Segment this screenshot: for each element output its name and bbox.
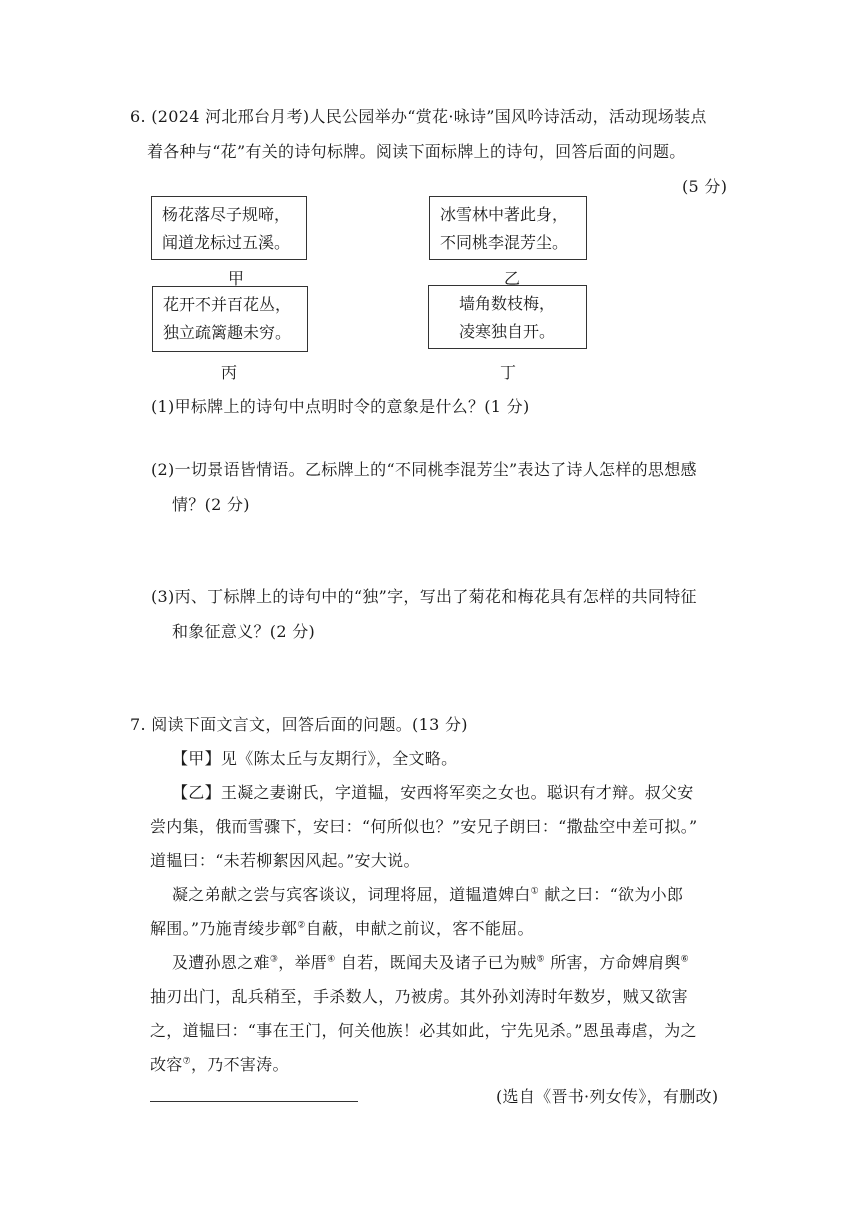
poem-board-bing — [152, 286, 308, 352]
footnote-marker: ⑥ — [680, 954, 690, 965]
q7-passage-yi-line-3: 道韫曰：“未若柳絮因风起。”安大说。 — [150, 851, 420, 870]
q7-paragraph-2-line-1: 凝之弟献之尝与宾客谈议，词理将屈，道韫遣婢白① 献之曰：“欲为小郎 — [172, 885, 684, 904]
q6-line-1: 6. (2024 河北邢台月考)人民公园举办“赏花·咏诗”国风吟诗活动，活动现场装点 — [130, 107, 707, 126]
footnote-marker: ⑦ — [182, 1056, 191, 1067]
board-label-bing: 丙 — [221, 363, 238, 382]
poem-board-line: 不同桃李混芳尘。 — [440, 233, 569, 252]
footnote-marker: ③ — [269, 954, 279, 965]
poem-board-line: 独立疏篱趣未穷。 — [163, 323, 292, 342]
q7-source: (选自《晋书·列女传》，有删改) — [496, 1087, 719, 1106]
q6-score: (5 分) — [682, 177, 728, 196]
q7-intro: 7. 阅读下面文言文，回答后面的问题。(13 分) — [130, 715, 468, 734]
footnote-marker: ④ — [327, 954, 336, 965]
q7-passage-yi-line-2: 尝内集，俄而雪骤下，安曰：“何所似也？”安兄子朗曰：“撒盐空中差可拟。” — [150, 817, 698, 836]
footnote-marker: ① — [530, 886, 539, 897]
footnote-marker: ⑤ — [536, 954, 545, 965]
poem-board-line: 杨花落尽子规啼， — [162, 205, 291, 224]
q6-sub-question-3-line-2: 和象征意义？(2 分) — [172, 622, 316, 641]
poem-board-line: 墙角数枝梅， — [459, 294, 556, 313]
q6-line-2: 着各种与“花”有关的诗句标牌。阅读下面标牌上的诗句，回答后面的问题。 — [147, 142, 686, 161]
q7-passage-yi-line-1: 【乙】王凝之妻谢氏，字道韫，安西将军奕之女也。聪识有才辩。叔父安 — [172, 783, 694, 802]
q6-sub-question-1: (1)甲标牌上的诗句中点明时令的意象是什么？(1 分) — [151, 397, 530, 416]
q7-paragraph-3-line-3: 之，道韫曰：“事在王门，何关他族！必其如此，宁先见杀。”恩虽毒虐，为之 — [150, 1021, 697, 1040]
q7-passage-jia: 【甲】见《陈太丘与友期行》，全文略。 — [172, 749, 458, 768]
poem-board-line: 闻道龙标过五溪。 — [162, 233, 291, 252]
q7-paragraph-3-line-1: 及遭孙恩之难③，举厝④ 自若，既闻夫及诸子已为贼⑤ 所害，方命婢肩舆⑥ — [172, 953, 690, 972]
q6-sub-question-3-line-1: (3)丙、丁标牌上的诗句中的“独”字，写出了菊花和梅花具有怎样的共同特征 — [151, 587, 697, 606]
q7-paragraph-3-line-2: 抽刃出门，乱兵稍至，手杀数人，乃被虏。其外孙刘涛时年数岁，贼又欲害 — [150, 987, 688, 1006]
board-label-ding: 丁 — [500, 363, 517, 382]
board-label-yi: 乙 — [504, 269, 521, 288]
poem-board-line: 花开不并百花丛， — [163, 295, 292, 314]
q7-paragraph-2-line-2: 解围。”乃施青绫步鄣②自蔽，申献之前议，客不能屈。 — [150, 919, 534, 938]
footnote-divider — [150, 1101, 358, 1102]
q6-sub-question-2-line-2: 情？(2 分) — [172, 495, 250, 514]
poem-board-yi — [429, 196, 587, 260]
board-label-jia: 甲 — [228, 269, 245, 288]
q6-sub-question-2-line-1: (2)一切景语皆情语。乙标牌上的“不同桃李混芳尘”表达了诗人怎样的思想感 — [151, 460, 697, 479]
poem-board-ding — [428, 285, 587, 349]
footnote-marker: ② — [297, 920, 306, 931]
poem-board-line: 凌寒独自开。 — [459, 322, 556, 341]
q7-paragraph-3-line-4: 改容⑦，乃不害涛。 — [150, 1055, 289, 1074]
poem-board-line: 冰雪林中著此身， — [440, 205, 569, 224]
poem-board-jia — [151, 196, 307, 260]
